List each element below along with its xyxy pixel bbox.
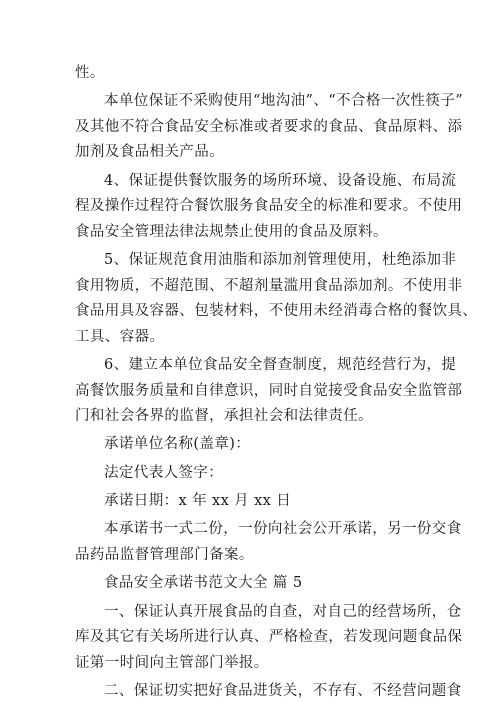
text-line: 性。 xyxy=(75,65,105,81)
paragraph-first-line: 4、保证提供餐饮服务的场所环境、设备设施、布局流 xyxy=(104,172,457,189)
text-line: 证第一时间向主管部门举报。 xyxy=(75,654,269,671)
signature-date: 承诺日期：x 年 xx 月 xx 日 xyxy=(104,493,292,510)
paragraph-first-line: 本承诺书一式二份，一份向社会公开承诺，另一份交食 xyxy=(104,521,462,538)
paragraph-first-line: 6、建立本单位食品安全督查制度，规范经营行为，提 xyxy=(104,357,457,373)
text-line: 食用物质，不超范围、不超剂量滥用食品添加剂。不使用非 xyxy=(75,277,463,294)
section-heading: 食品安全承诺书范文大全 篇 5 xyxy=(104,575,303,592)
text-line: 及其他不符合食品安全标准或者要求的食品、食品原料、添 xyxy=(75,118,463,135)
text-line: 程及操作过程符合餐饮服务食品安全的标准和要求。不使用 xyxy=(75,198,463,215)
text-line: 高餐饮服务质量和自律意识，同时自觉接受食品安全监管部 xyxy=(75,382,463,399)
text-line: 食品用具及容器、包装材料，不使用未经消毒合格的餐饮具、 xyxy=(75,303,478,320)
signature-representative: 法定代表人签字： xyxy=(104,464,224,481)
paragraph-first-line: 二、保证切实把好食品进货关，不存有、不经营问题食 xyxy=(104,683,462,699)
text-line: 食品安全管理法律法规禁止使用的食品及原料。 xyxy=(75,223,388,240)
text-line: 工具、容器。 xyxy=(75,328,165,345)
text-line: 门和社会各界的监督，承担社会和法律责任。 xyxy=(75,408,373,424)
paragraph-first-line: 一、保证认真开展食品的自查，对自己的经营场所，仓 xyxy=(104,603,462,620)
signature-unit-name: 承诺单位名称(盖章)： xyxy=(104,436,251,453)
text-line: 库及其它有关场所进行认真、严格检查，若发现问题食品保 xyxy=(75,629,463,646)
text-line: 品药品监督管理部门备案。 xyxy=(75,546,254,563)
text-line: 加剂及食品相关产品。 xyxy=(75,144,224,161)
paragraph-first-line: 本单位保证不采购使用“地沟油”、“不合格一次性筷子” xyxy=(104,93,464,110)
paragraph-first-line: 5、保证规范食用油脂和添加剂管理使用，杜绝添加非 xyxy=(104,252,457,269)
